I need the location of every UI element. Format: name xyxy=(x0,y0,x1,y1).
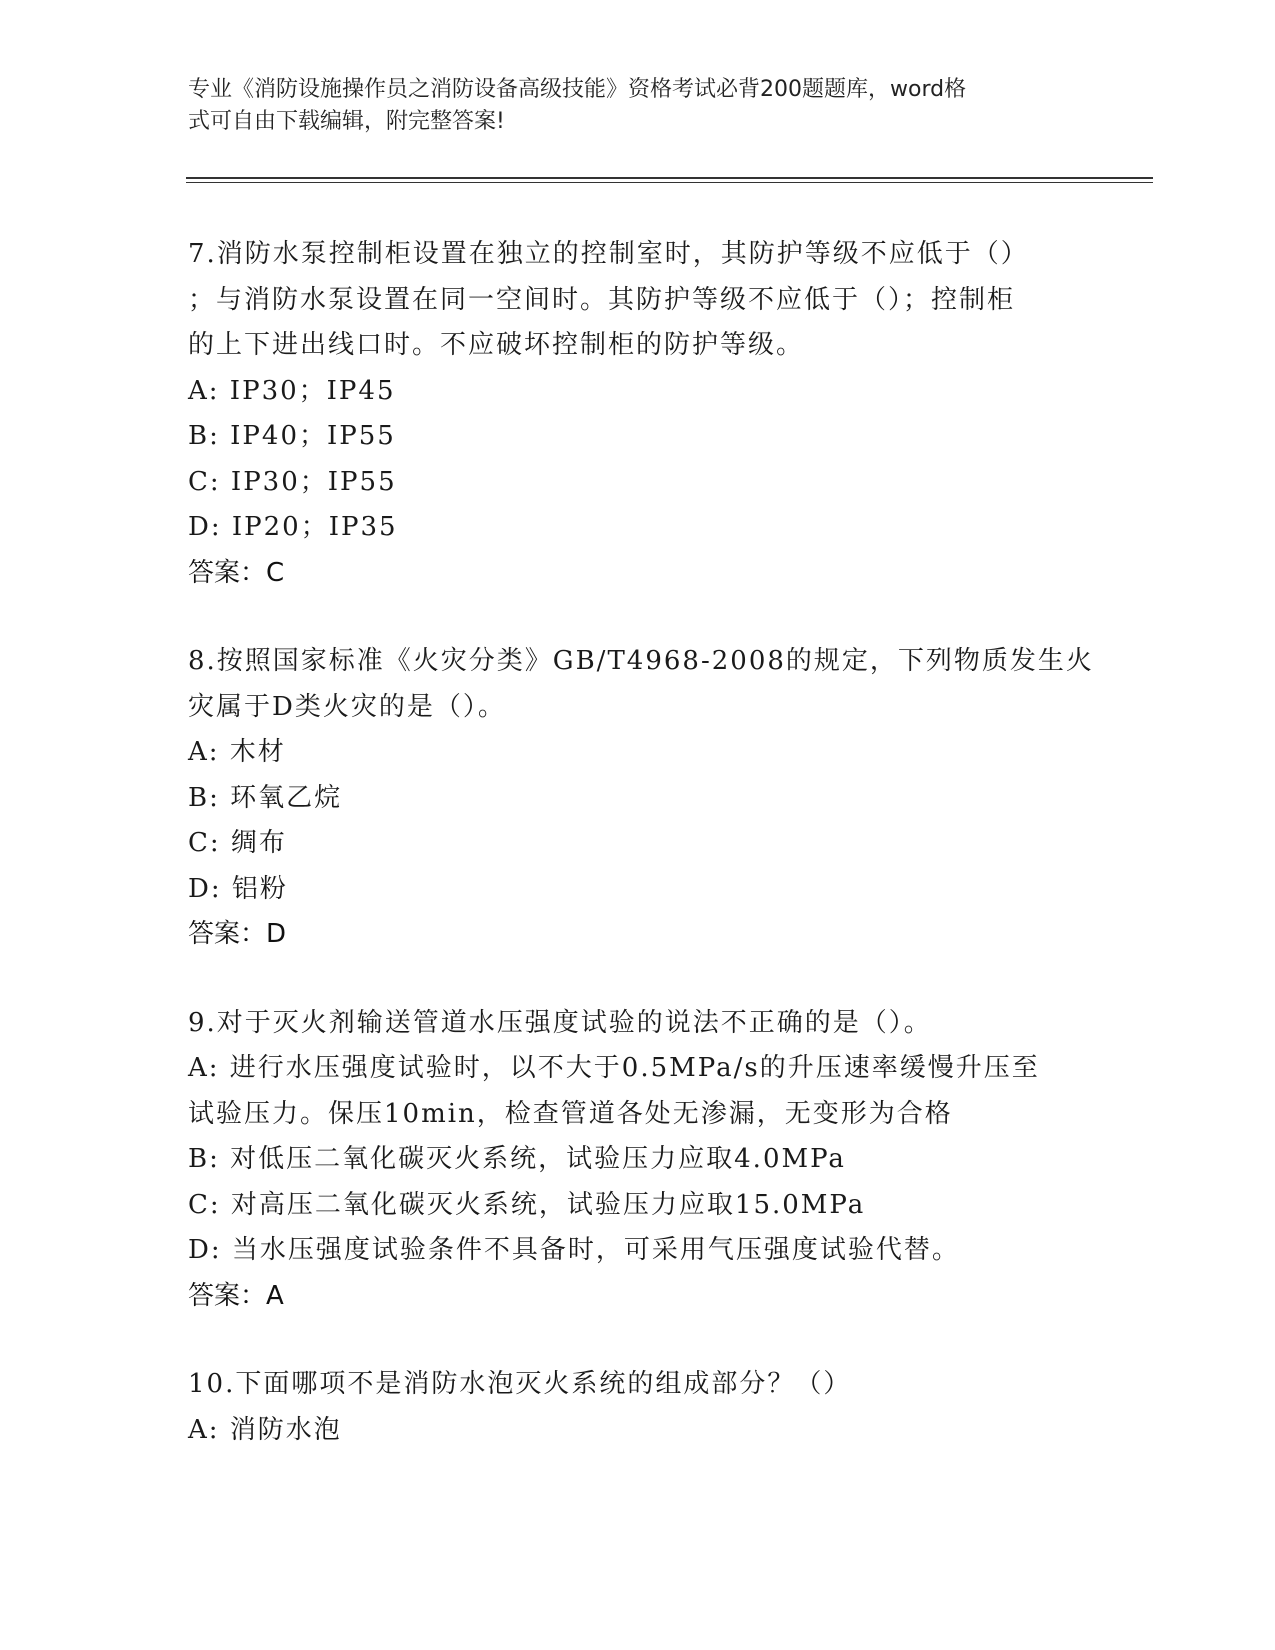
answer-key: 答案：C xyxy=(188,557,285,588)
option-a: A: IP30；IP45 xyxy=(188,375,396,406)
question-stem: ；与消防水泵设置在同一空间时。其防护等级不应低于（）；控制柜 xyxy=(188,284,1016,315)
question-list xyxy=(188,232,1094,1496)
answer-key: 答案：A xyxy=(188,1280,284,1311)
option-a-continued: 试验压力。保压10min，检查管道各处无渗漏，无变形为合格 xyxy=(188,1098,953,1129)
option-a: A: 进行水压强度试验时，以不大于0.5MPa/s的升压速率缓慢升压至 xyxy=(188,1053,1040,1083)
option-b: B: IP40；IP55 xyxy=(188,421,396,451)
option-c: C: 绸布 xyxy=(188,828,287,858)
question-stem: 7.消防水泵控制柜设置在独立的控制室时，其防护等级不应低于（） xyxy=(188,239,1029,269)
header-divider xyxy=(186,182,1153,183)
question-item xyxy=(188,639,1094,958)
option-c: C: 对高压二氧化碳灭火系统，试验压力应取15.0MPa xyxy=(188,1189,866,1220)
header-line: 专业《消防设施操作员之消防设备高级技能》资格考试必背200题题库，word格 xyxy=(188,77,967,102)
answer-key: 答案：D xyxy=(188,919,287,949)
option-d: D: 铝粉 xyxy=(188,873,288,904)
document-header xyxy=(188,74,1068,138)
question-stem: 8.按照国家标准《火灾分类》GB/T4968-2008的规定，下列物质发生火 xyxy=(188,646,1094,676)
option-b: B: 对低压二氧化碳灭火系统，试验压力应取4.0MPa xyxy=(188,1144,846,1174)
header-divider xyxy=(186,177,1153,179)
option-c: C: IP30；IP55 xyxy=(188,466,397,497)
question-item xyxy=(188,1362,1088,1453)
question-stem: 的上下进出线口时。不应破坏控制柜的防护等级。 xyxy=(188,330,805,360)
option-a: A: 木材 xyxy=(188,737,286,767)
question-stem: 10.下面哪项不是消防水泡灭火系统的组成部分？（） xyxy=(188,1369,852,1399)
option-d: D: 当水压强度试验条件不具备时，可采用气压强度试验代替。 xyxy=(188,1235,960,1265)
option-b: B: 环氧乙烷 xyxy=(188,782,343,813)
option-a: A: 消防水泡 xyxy=(188,1414,342,1445)
header-line: 式可自由下载编辑，附完整答案! xyxy=(188,109,505,134)
question-item xyxy=(188,1001,1088,1320)
question-stem: 9.对于灭火剂输送管道水压强度试验的说法不正确的是（）。 xyxy=(188,1007,932,1038)
question-item xyxy=(188,232,1088,596)
question-stem: 灾属于D类火灾的是（）。 xyxy=(188,691,506,722)
option-d: D: IP20；IP35 xyxy=(188,512,398,542)
